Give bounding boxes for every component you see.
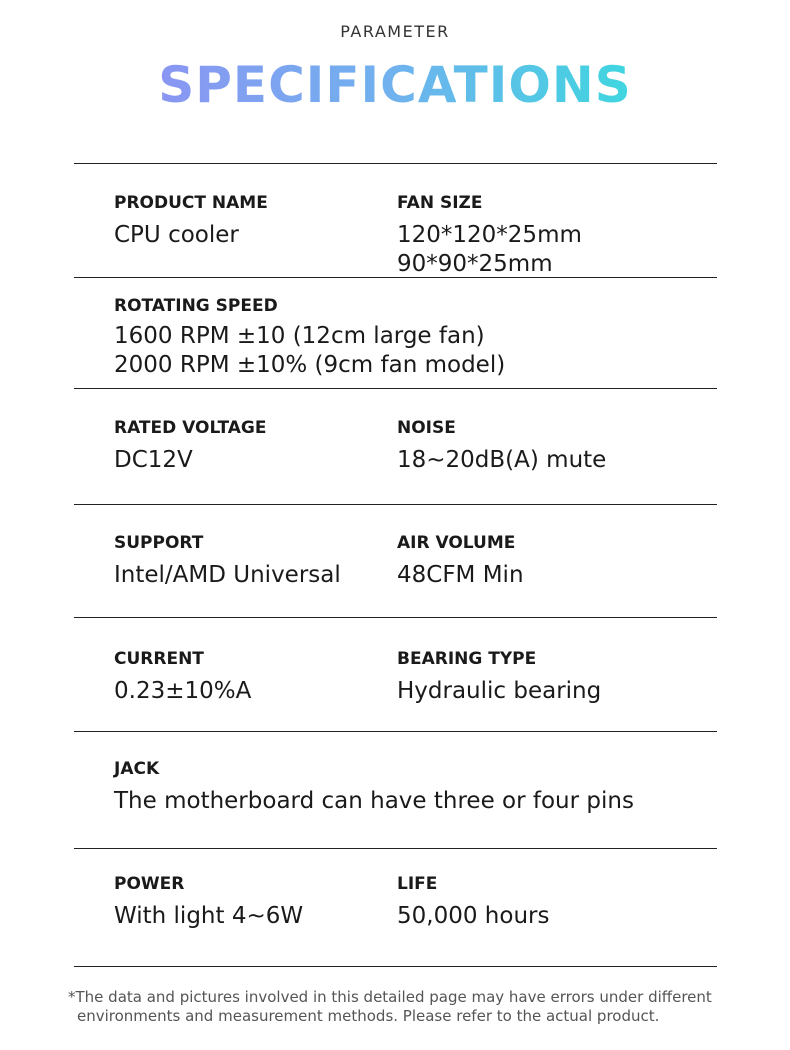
jack-label: JACK bbox=[114, 759, 160, 779]
divider bbox=[74, 504, 717, 505]
air-volume-label: AIR VOLUME bbox=[397, 533, 516, 553]
current-value: 0.23±10%A bbox=[114, 678, 252, 704]
noise-value: 18~20dB(A) mute bbox=[397, 447, 607, 473]
product-name-value: CPU cooler bbox=[114, 222, 239, 248]
disclaimer-note bbox=[68, 988, 748, 1026]
product-name-label: PRODUCT NAME bbox=[114, 193, 268, 213]
support-label: SUPPORT bbox=[114, 533, 204, 553]
divider bbox=[74, 731, 717, 732]
page-title-text: SPECIFICATIONS bbox=[158, 56, 632, 114]
power-value: With light 4~6W bbox=[114, 903, 304, 929]
life-label: LIFE bbox=[397, 874, 438, 894]
bearing-type-value: Hydraulic bearing bbox=[397, 678, 602, 704]
life-value: 50,000 hours bbox=[397, 903, 550, 929]
disclaimer-line-1: *The data and pictures involved in this detailed page may have errors under different bbox=[68, 988, 712, 1006]
disclaimer-line-2: environments and measurement methods. Please refer to the actual product. bbox=[77, 1007, 660, 1025]
page-title bbox=[0, 56, 790, 114]
rated-voltage-label: RATED VOLTAGE bbox=[114, 418, 267, 438]
rotating-speed-label: ROTATING SPEED bbox=[114, 296, 278, 316]
bearing-type-label: BEARING TYPE bbox=[397, 649, 537, 669]
fan-size-label: FAN SIZE bbox=[397, 193, 483, 213]
divider bbox=[74, 277, 717, 278]
power-label: POWER bbox=[114, 874, 185, 894]
air-volume-value: 48CFM Min bbox=[397, 562, 524, 588]
section-kicker: PARAMETER bbox=[340, 22, 450, 41]
rated-voltage-value: DC12V bbox=[114, 447, 193, 473]
divider bbox=[74, 848, 717, 849]
divider bbox=[74, 388, 717, 389]
rotating-speed-value-2: 2000 RPM ±10% (9cm fan model) bbox=[114, 352, 506, 378]
fan-size-value-1: 120*120*25mm bbox=[397, 222, 582, 248]
divider bbox=[74, 966, 717, 967]
divider bbox=[74, 163, 717, 164]
divider bbox=[74, 617, 717, 618]
noise-label: NOISE bbox=[397, 418, 456, 438]
rotating-speed-value-1: 1600 RPM ±10 (12cm large fan) bbox=[114, 323, 485, 349]
fan-size-value-2: 90*90*25mm bbox=[397, 251, 553, 277]
current-label: CURRENT bbox=[114, 649, 204, 669]
jack-value: The motherboard can have three or four pins bbox=[114, 788, 634, 814]
support-value: Intel/AMD Universal bbox=[114, 562, 341, 588]
